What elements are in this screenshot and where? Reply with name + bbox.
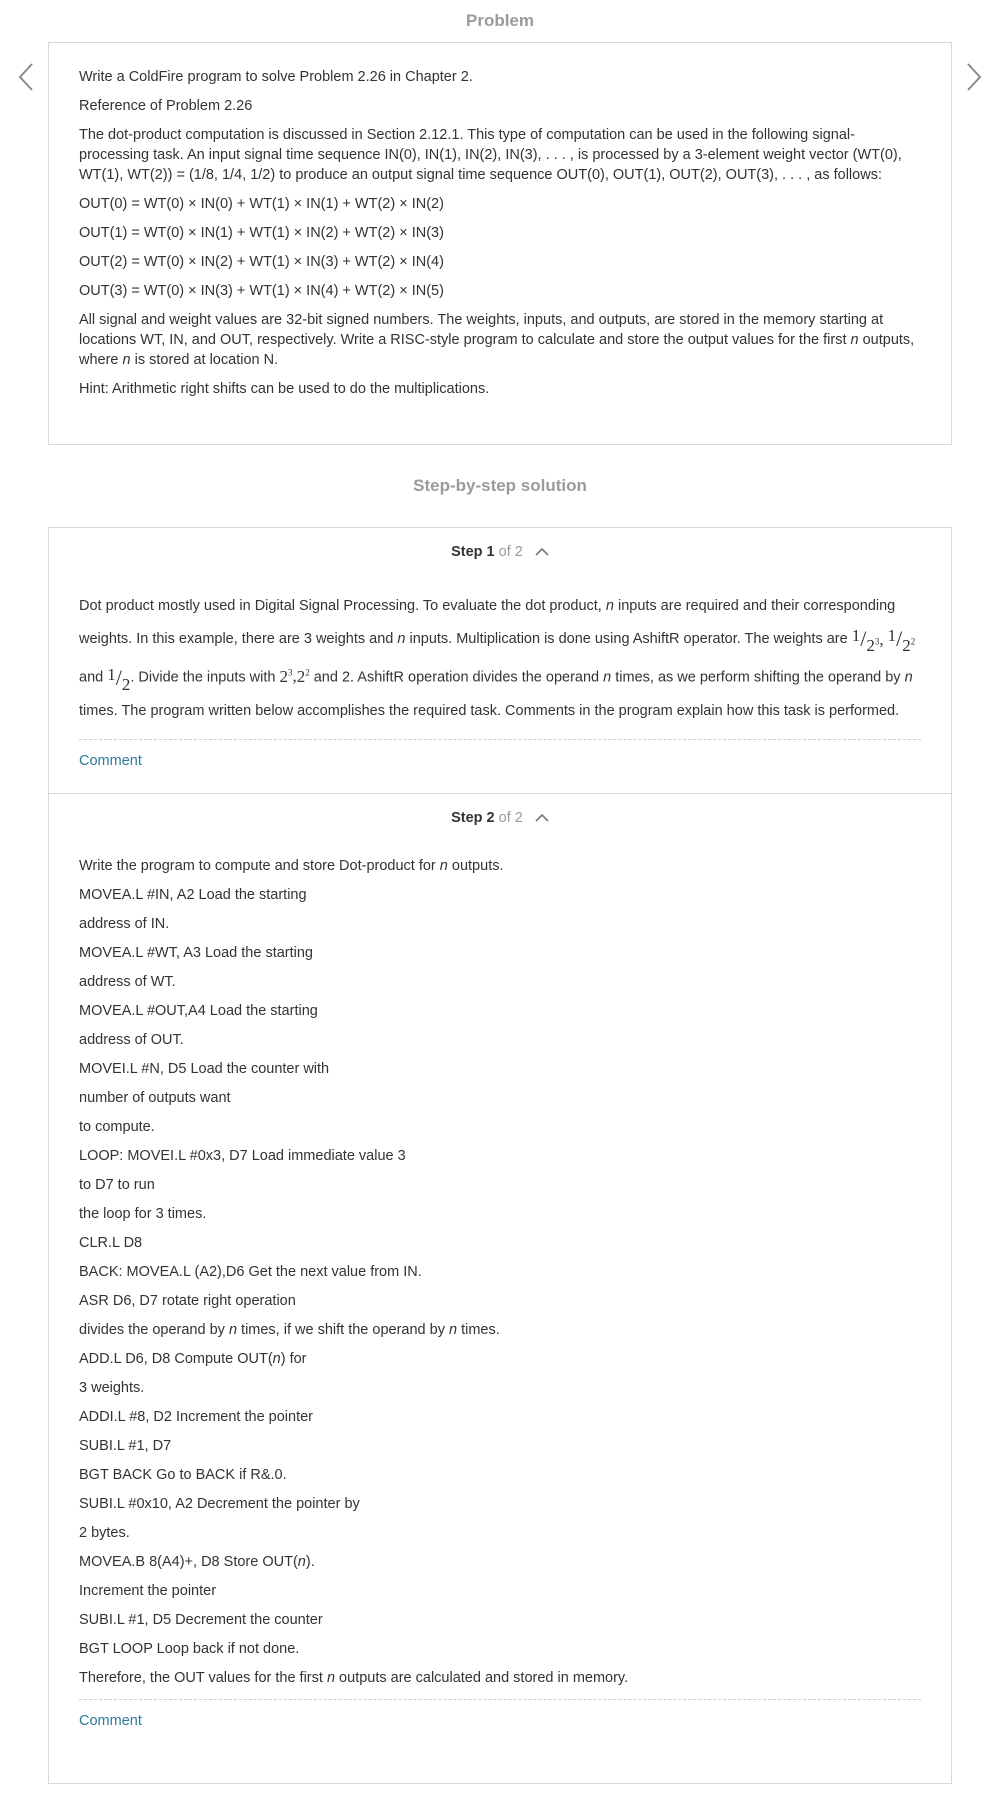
code-line: 2 bytes.: [79, 1525, 130, 1541]
problem-hint: Hint: Arithmetic right shifts can be used to do the multiplications.: [79, 381, 490, 397]
text-span: times. The program written below accomplishes the required task. Comments in the program explain how this task is performed.: [79, 702, 900, 719]
variable-n: n: [272, 1351, 281, 1367]
chevron-left-icon: [13, 62, 39, 92]
step-2-body: [49, 828, 951, 1697]
equation-line: OUT(0) = WT(0) × IN(0) + WT(1) × IN(1) + WT(2) × IN(2): [79, 196, 444, 212]
previous-problem-button[interactable]: [13, 62, 39, 92]
code-line: ADDI.L #8, D2 Increment the pointer: [79, 1409, 313, 1425]
code-line: MOVEA.L #IN, A2 Load the starting: [79, 887, 307, 903]
step-2-conclusion: [79, 1668, 921, 1697]
divider: [79, 1699, 921, 1700]
equation-line: OUT(3) = WT(0) × IN(3) + WT(1) × IN(4) + WT(2) × IN(5): [79, 283, 444, 299]
step-2-header[interactable]: [49, 794, 951, 828]
text-span: . Divide the inputs with: [130, 669, 280, 686]
code-line: Increment the pointer: [79, 1583, 217, 1599]
fraction-one-over-two-cubed: $1/2^3$: [851, 626, 880, 656]
code-line: SUBI.L #1, D7: [79, 1438, 172, 1454]
solution-heading: Step-by-step solution: [413, 476, 587, 495]
text-span: Write the program to compute and store Dot-product for: [79, 858, 440, 874]
text-span: ).: [305, 1554, 315, 1570]
code-line: BACK: MOVEA.L (A2),D6 Get the next value from IN.: [79, 1264, 422, 1280]
fraction-base: 2: [902, 636, 911, 656]
text-span: and 2. AshiftR operation divides the operand: [309, 669, 604, 686]
next-problem-button[interactable]: [961, 62, 987, 92]
text-span: ) for: [280, 1351, 307, 1367]
code-line: ASR D6, D7 rotate right operation: [79, 1293, 296, 1309]
text-span: Therefore, the OUT values for the first: [79, 1670, 327, 1686]
text-span: divides the operand by: [79, 1322, 229, 1338]
text-span: times, as we perform shifting the operand by: [611, 669, 905, 686]
fraction-comma: ,: [879, 629, 884, 649]
fraction-numerator: 1: [107, 664, 116, 684]
code-line: BGT LOOP Loop back if not done.: [79, 1641, 300, 1657]
step-1-card: [48, 527, 952, 794]
code-line: LOOP: MOVEI.L #0x3, D7 Load immediate value 3: [79, 1148, 406, 1164]
power-base: 2: [279, 666, 288, 686]
step-label: Step 1: [451, 544, 495, 560]
fraction-one-over-two-squared: $1/2^2$: [887, 626, 916, 656]
step-1-text: [79, 590, 921, 728]
fraction-base: 2: [121, 674, 131, 694]
code-line: CLR.L D8: [79, 1235, 143, 1251]
text-span: outputs are calculated and stored in memory.: [335, 1670, 629, 1686]
text-span: inputs are required and their corresponding weights. In this example, there are 3 weights and: [79, 598, 896, 647]
power-comma: ,: [292, 666, 297, 686]
variable-n: n: [297, 1554, 306, 1570]
fraction-numerator: 1: [887, 626, 897, 646]
code-line: to D7 to run: [79, 1177, 155, 1193]
step-2-intro: [79, 856, 921, 885]
variable-n: n: [603, 669, 612, 686]
code-line: SUBI.L #1, D5 Decrement the counter: [79, 1612, 323, 1628]
variable-n: n: [850, 332, 859, 348]
variable-n: n: [904, 669, 913, 686]
code-line: address of IN.: [79, 916, 170, 932]
equation-line: OUT(1) = WT(0) × IN(1) + WT(1) × IN(2) + WT(2) × IN(3): [79, 225, 444, 241]
variable-n: n: [397, 631, 406, 647]
code-line: BGT BACK Go to BACK if R&.0.: [79, 1467, 287, 1483]
code-line: address of WT.: [79, 974, 176, 990]
code-line: address of OUT.: [79, 1032, 184, 1048]
step-1-header[interactable]: [49, 528, 951, 562]
fraction-numerator: 1: [851, 626, 861, 646]
chevron-right-icon: [961, 62, 987, 92]
text-span: is stored at location N.: [130, 352, 279, 368]
text-span: Dot product mostly used in Digital Signal Processing. To evaluate the dot product,: [79, 598, 606, 614]
problem-heading: Problem: [465, 11, 535, 30]
power-exponent: 3: [287, 667, 293, 677]
text-span: times, if we shift the operand by: [237, 1322, 449, 1338]
text-span: MOVEA.B 8(A4)+, D8 Store OUT(: [79, 1554, 298, 1570]
step-label: Step 2: [451, 810, 495, 826]
problem-reference: Reference of Problem 2.26: [79, 98, 253, 114]
divider: [79, 739, 921, 740]
code-line: MOVEA.L #OUT,A4 Load the starting: [79, 1003, 318, 1019]
power-two-cubed: [279, 667, 292, 686]
variable-n: n: [122, 352, 131, 368]
code-line: SUBI.L #0x10, A2 Decrement the pointer by: [79, 1496, 360, 1512]
variable-n: n: [228, 1322, 238, 1338]
step-count: of 2: [494, 810, 523, 826]
text-span: inputs. Multiplication is done using AshiftR operator. The weights are: [405, 631, 852, 647]
text-span: outputs, where: [79, 332, 915, 368]
text-span: times.: [457, 1322, 500, 1338]
variable-n: n: [326, 1670, 336, 1686]
equation-line: OUT(2) = WT(0) × IN(2) + WT(1) × IN(3) + WT(2) × IN(4): [79, 254, 444, 270]
text-span: ADD.L D6, D8 Compute OUT(: [79, 1351, 273, 1367]
problem-card: [48, 42, 952, 445]
problem-paragraph-2: [79, 310, 921, 370]
fraction-one-half: 1/2: [107, 664, 131, 694]
chevron-up-icon[interactable]: [535, 813, 549, 823]
code-line: MOVEA.L #WT, A3 Load the starting: [79, 945, 313, 961]
fraction-exponent: 2: [910, 636, 916, 647]
step-count: of 2: [494, 544, 523, 560]
power-base: 2: [296, 666, 306, 686]
variable-n: n: [605, 598, 614, 614]
code-line: number of outputs want: [79, 1090, 231, 1106]
code-line: [79, 1320, 921, 1349]
step-1-comment-link[interactable]: Comment: [79, 752, 142, 769]
text-span: All signal and weight values are 32-bit signed numbers. The weights, inputs, and outputs, are stored in the memory starting at locations WT, IN, and OUT, respectively. Write a RISC-style program to calculate and store the output values for the first: [79, 312, 884, 348]
code-line: 3 weights.: [79, 1380, 145, 1396]
step-2-card: [48, 793, 952, 1784]
code-line: the loop for 3 times.: [79, 1206, 207, 1222]
step-2-comment-link[interactable]: Comment: [79, 1713, 142, 1729]
code-line: to compute.: [79, 1119, 155, 1135]
problem-intro: Write a ColdFire program to solve Problem 2.26 in Chapter 2.: [79, 69, 473, 85]
variable-n: n: [439, 858, 448, 874]
power-exponent: 2: [305, 667, 310, 677]
problem-paragraph: The dot-product computation is discussed in Section 2.12.1. This type of computation can be used in the following signal-processing task. An input signal time sequence IN(0), IN(1), IN(2), IN(3), . . . , is processed by a 3-element weight vector (WT(0), WT(1), WT(2)) = (1/8, 1/4, 1/2) to produce an output signal time sequence OUT(0), OUT(1), OUT(2), OUT(3), . . . , as follows:: [79, 127, 902, 183]
code-line: [79, 1349, 921, 1378]
code-line: [79, 1552, 921, 1581]
fraction-exponent: 3: [874, 636, 880, 647]
power-two-squared: [297, 667, 310, 686]
text-span: outputs.: [447, 858, 504, 874]
step-1-body: [49, 562, 951, 728]
code-line: MOVEI.L #N, D5 Load the counter with: [79, 1061, 330, 1077]
fraction-base: 2: [866, 636, 875, 656]
chevron-up-icon[interactable]: [535, 547, 549, 557]
variable-n: n: [448, 1322, 458, 1338]
text-span: and: [79, 669, 108, 686]
